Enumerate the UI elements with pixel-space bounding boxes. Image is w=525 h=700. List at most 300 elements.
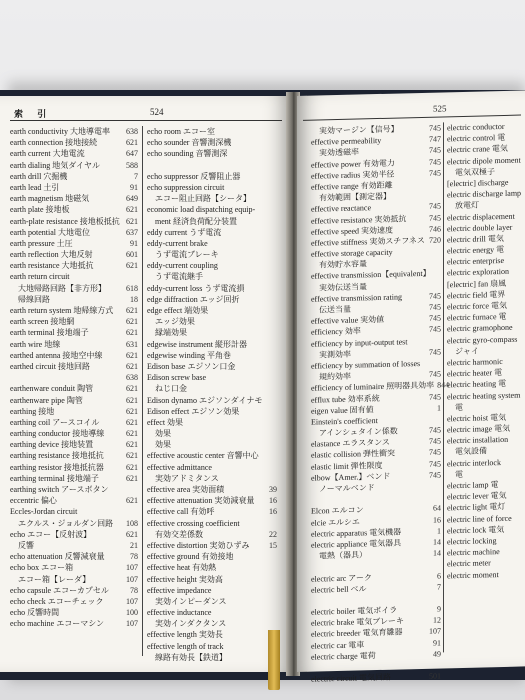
index-entry <box>10 283 138 294</box>
index-entry <box>147 518 277 529</box>
entry-term: 有効交差係数 <box>147 529 203 539</box>
entry-page-ref: 16 <box>269 507 277 517</box>
index-entry <box>147 551 277 562</box>
entry-page-ref <box>274 596 277 607</box>
entry-page-ref: 621 <box>126 216 138 226</box>
entry-term: Edison effect エジソン効果 <box>147 406 240 416</box>
entry-page-ref: 621 <box>126 462 138 472</box>
entry-term: earthed circuit 接地回路 <box>10 361 90 371</box>
index-entry <box>147 283 277 294</box>
entry-term: earth return system 地帰線方式 <box>10 306 114 315</box>
entry-term: アインシュタイン係数 <box>311 426 398 438</box>
entry-term: effective stiffness 実効スチフネス <box>311 235 425 248</box>
entry-page-ref <box>274 271 277 282</box>
entry-term: electric arc アーク <box>311 572 373 584</box>
entry-term: earth lead 土引 <box>10 182 60 192</box>
entry-term: effective crossing coefficient <box>147 518 240 528</box>
entry-term: effective acoustic center 音響中心 <box>147 451 259 461</box>
index-entry <box>10 495 138 506</box>
index-entry <box>147 305 277 316</box>
entry-page-ref: 745 <box>429 313 441 323</box>
column-divider <box>142 126 143 656</box>
entry-term: electric force 電気 <box>447 300 507 312</box>
left-page-number: 524 <box>150 107 164 117</box>
entry-term: ジャイ <box>447 346 479 357</box>
index-entry <box>10 294 138 305</box>
entry-term: effective call 有効呼 <box>147 507 215 517</box>
entry-page-ref: 638 <box>126 127 138 136</box>
entry-term: electric line of force <box>447 513 512 524</box>
entry-page-ref: 745 <box>429 447 441 458</box>
entry-page-ref <box>274 204 277 215</box>
entry-term: 縁端効果 <box>147 328 187 338</box>
entry-term: earthing switch アースボタン <box>10 485 109 494</box>
index-entry <box>147 395 277 406</box>
entry-page-ref: 746 <box>429 224 441 234</box>
entry-page-ref <box>438 357 441 368</box>
entry-term: electric drill 電気 <box>447 233 504 245</box>
right-column-1 <box>311 122 450 685</box>
entry-term: electric car 電車 <box>311 639 365 651</box>
entry-page-ref: 621 <box>126 384 138 394</box>
entry-page-ref: 601 <box>126 250 138 260</box>
index-entry <box>147 227 277 238</box>
entry-term: electric apparatus 電気機器 <box>311 527 402 539</box>
entry-term: 電 <box>447 402 463 413</box>
index-entry <box>147 641 277 652</box>
entry-term: electric harmonic <box>447 356 503 368</box>
entry-page-ref: 747 <box>429 134 441 144</box>
entry-term: [electric] discharge <box>447 177 509 189</box>
index-entry <box>147 596 277 607</box>
index-entry <box>147 148 277 159</box>
entry-term: Edison screw base <box>147 373 207 383</box>
entry-term: エコー箱【レーダ】 <box>10 574 91 584</box>
entry-page-ref <box>274 148 277 159</box>
entry-term: 有効範囲【測定器】 <box>311 191 391 203</box>
entry-page-ref: 745 <box>429 145 441 156</box>
index-entry <box>10 361 138 372</box>
entry-page-ref: 621 <box>126 496 138 506</box>
entry-term: electric appliance 電気器具 <box>311 538 402 550</box>
entry-term: electric double layer <box>447 222 513 234</box>
entry-page-ref: 618 <box>126 283 138 293</box>
entry-page-ref: 6 <box>437 570 441 581</box>
entry-term: edge effect 端効果 <box>147 306 209 315</box>
entry-term: 有効貯水容量 <box>311 259 367 270</box>
left-page-header <box>10 106 282 121</box>
entry-term: エコー阻止回路【シータ】 <box>147 194 251 204</box>
entry-term: eddy-current brake <box>147 238 208 248</box>
entry-term: 大地帰路回路【非方形】 <box>10 283 106 293</box>
entry-term: edgewise instrument 縦形計器 <box>147 339 247 349</box>
entry-term: earth reflection 大地反射 <box>10 250 93 260</box>
entry-page-ref: 621 <box>126 328 138 338</box>
entry-term: effective power 有効電力 <box>311 158 395 170</box>
entry-page-ref: 9 <box>437 604 441 614</box>
index-entry <box>447 154 523 167</box>
entry-term: efflux tube 効率系統 <box>311 393 380 405</box>
entry-page-ref: 844 <box>437 380 450 390</box>
entry-term: 反響 <box>10 540 34 550</box>
entry-term: electric discharge lamp <box>447 188 522 200</box>
header-label: 索 引 <box>14 109 53 119</box>
entry-page-ref: 621 <box>126 429 138 439</box>
entry-page-ref <box>274 574 277 585</box>
entry-page-ref <box>135 271 138 282</box>
entry-page-ref: 14 <box>433 537 441 547</box>
entry-page-ref: 91 <box>130 238 138 248</box>
entry-page-ref: 621 <box>126 395 138 405</box>
entry-page-ref: 21 <box>130 540 138 550</box>
entry-term: elastance エラスタンス <box>311 437 390 449</box>
entry-term: echo エコー【反射波】 <box>10 529 92 539</box>
entry-term: eigen value 固有値 <box>311 404 374 416</box>
entry-page-ref: 745 <box>429 291 441 301</box>
entry-term: 効果 <box>147 440 171 450</box>
entry-page-ref: 7 <box>437 582 441 592</box>
index-entry <box>10 216 138 227</box>
entry-term: electric bell ベル <box>311 583 367 595</box>
index-entry <box>147 439 277 450</box>
index-entry <box>147 417 277 428</box>
entry-term: effective permeability <box>311 136 382 147</box>
entry-page-ref <box>274 182 277 193</box>
entry-term: ment 経済負荷配分装置 <box>147 216 237 226</box>
index-entry <box>147 193 277 204</box>
entry-page-ref <box>274 249 277 260</box>
index-entry <box>10 574 138 585</box>
entry-page-ref: 745 <box>429 123 441 133</box>
entry-page-ref <box>438 480 441 491</box>
index-entry <box>10 193 138 204</box>
entry-term: electric charge 電荷 <box>311 650 376 662</box>
entry-term: echo machine エコーマシン <box>10 619 104 629</box>
index-entry <box>447 333 523 346</box>
index-entry <box>147 216 277 227</box>
entry-page-ref: 745 <box>429 201 441 212</box>
entry-term: economic load dispatching equip- <box>147 205 256 215</box>
entry-term: echo capsule エコーカプセル <box>10 585 109 595</box>
index-entry <box>10 439 138 450</box>
index-entry <box>10 171 138 182</box>
entry-page-ref: 107 <box>126 563 138 573</box>
entry-page-ref <box>438 413 441 424</box>
entry-page-ref <box>274 372 277 383</box>
entry-page-ref: 49 <box>433 649 441 659</box>
entry-page-ref <box>135 484 138 495</box>
entry-term: 放電灯 <box>447 200 479 211</box>
entry-term: earthing resistance 接地抵抗 <box>10 451 104 461</box>
index-entry <box>10 395 138 406</box>
entry-page-ref: 647 <box>126 149 138 159</box>
entry-page-ref <box>274 439 277 450</box>
index-entry <box>147 629 277 640</box>
entry-page-ref: 745 <box>429 425 441 435</box>
entry-term: earth current 大地電流 <box>10 149 85 159</box>
entry-page-ref: 745 <box>429 369 441 379</box>
entry-term: earth return circuit <box>10 272 70 282</box>
entry-page-ref <box>274 160 277 171</box>
index-entry <box>147 372 277 383</box>
entry-term: electric machine <box>447 547 500 558</box>
entry-term: effective transmission rating <box>311 292 402 304</box>
entry-term: electric heater 電 <box>447 368 503 379</box>
entry-term: echo suppression circuit <box>147 182 225 192</box>
entry-page-ref: 621 <box>126 350 138 360</box>
entry-term: ノーマルベンド <box>311 483 375 494</box>
entry-term: 実効アドミタンス <box>147 473 219 483</box>
entry-page-ref <box>274 361 277 372</box>
entry-page-ref <box>438 268 441 279</box>
entry-page-ref <box>274 562 277 573</box>
entry-term: earth dialing 地気ダイヤル <box>10 160 100 170</box>
index-entry <box>10 249 138 260</box>
entry-page-ref: 7 <box>134 171 138 181</box>
index-entry <box>10 271 138 282</box>
entry-term: efficiency 効率 <box>311 326 361 338</box>
entry-term: 効果 <box>147 429 171 439</box>
entry-page-ref: 631 <box>126 339 138 349</box>
entry-term: electric crane 電気 <box>447 144 508 155</box>
entry-page-ref: 12 <box>433 615 441 625</box>
index-entry <box>147 316 277 327</box>
entry-page-ref <box>438 190 441 201</box>
entry-term: earth magnetism 地磁気 <box>10 194 90 204</box>
right-page-header <box>303 101 521 121</box>
entry-page-ref: 745 <box>429 302 441 312</box>
entry-page-ref: 649 <box>126 194 138 204</box>
index-entry <box>10 462 138 473</box>
index-entry <box>147 249 277 260</box>
entry-page-ref <box>274 350 277 361</box>
entry-term: echo check エコーチェック <box>10 596 104 606</box>
entry-page-ref <box>135 506 138 517</box>
entry-page-ref: 78 <box>130 585 138 595</box>
entry-page-ref <box>274 607 277 618</box>
entry-term: effective distortion 実効ひずみ <box>147 540 250 550</box>
entry-term: electric gramophone <box>447 323 513 334</box>
entry-page-ref: 621 <box>126 529 138 539</box>
index-entry <box>147 540 277 551</box>
entry-term: electric dipole moment <box>447 155 521 166</box>
entry-term: electric breeder 電気育雛器 <box>311 627 403 640</box>
entry-term: earthing device 接地装置 <box>10 440 94 450</box>
entry-term: earthenware conduit 陶管 <box>10 384 94 394</box>
index-entry <box>10 473 138 484</box>
entry-page-ref: 16 <box>433 515 441 525</box>
entry-term: 電 <box>447 469 463 480</box>
index-entry <box>147 484 277 495</box>
entry-term: 実効透磁率 <box>311 147 359 159</box>
entry-page-ref: 1 <box>437 403 441 413</box>
entry-term: earth screen 接地網 <box>10 317 75 327</box>
entry-term: 伝送当量 <box>311 304 351 315</box>
entry-term: earthing resistor 接地抵抗器 <box>10 462 104 472</box>
entry-term: 実測効率 <box>311 349 351 360</box>
index-entry <box>10 596 138 607</box>
entry-term: eccentric 偏心 <box>10 496 57 506</box>
entry-term: effect 効果 <box>147 417 184 427</box>
index-entry <box>10 350 138 361</box>
entry-term: earth plate 接地板 <box>10 205 70 215</box>
entry-term: electric hoist 電気 <box>447 412 507 424</box>
entry-page-ref <box>274 305 277 316</box>
index-entry <box>147 294 277 305</box>
entry-page-ref <box>274 383 277 394</box>
entry-term: 実効伝送当量 <box>311 281 367 293</box>
entry-page-ref: 107 <box>126 574 138 584</box>
entry-term: edgewise winding 平角巻 <box>147 350 231 360</box>
entry-term: ねじ口金 <box>147 384 187 394</box>
index-entry <box>147 171 277 182</box>
index-entry <box>147 204 277 215</box>
index-entry <box>147 361 277 372</box>
entry-page-ref: 91 <box>130 182 138 192</box>
index-entry <box>147 574 277 585</box>
entry-term: electric lock 電気 <box>447 524 505 536</box>
right-page <box>297 90 525 684</box>
index-entry <box>147 618 277 629</box>
entry-page-ref <box>274 618 277 629</box>
index-entry <box>10 529 138 540</box>
entry-term: eddy-current coupling <box>147 261 218 271</box>
entry-page-ref: 621 <box>126 317 138 327</box>
entry-page-ref <box>438 659 441 670</box>
entry-page-ref <box>274 518 277 529</box>
index-entry <box>147 529 277 540</box>
entry-page-ref: 14 <box>433 548 441 558</box>
entry-term: effective radius 実効半径 <box>311 169 395 181</box>
entry-term: effective range 有効距離 <box>311 180 393 192</box>
entry-page-ref <box>274 193 277 204</box>
entry-term: earthing coil アースコイル <box>10 417 100 427</box>
entry-page-ref <box>274 406 277 417</box>
entry-page-ref: 637 <box>126 227 138 237</box>
entry-term: efficiency by input-output test <box>311 336 408 349</box>
index-entry <box>147 327 277 338</box>
entry-term: 電気双極子 <box>447 166 495 178</box>
entry-term: electric interlock <box>447 457 501 468</box>
entry-term: electric heating system <box>447 390 521 401</box>
index-entry <box>10 562 138 573</box>
index-entry <box>10 551 138 562</box>
entry-term: [electric] fan 扇風 <box>447 278 507 289</box>
entry-term: echo attenuation 反響減衰量 <box>10 552 105 562</box>
left-page <box>0 96 290 672</box>
index-entry <box>147 495 277 506</box>
entry-page-ref <box>274 126 277 137</box>
index-entry <box>147 652 277 663</box>
entry-page-ref <box>438 492 441 503</box>
entry-term: earth wire 地線 <box>10 339 61 349</box>
entry-page-ref: 638 <box>126 373 138 383</box>
entry-term: earth conductivity 大地導電率 <box>10 127 110 136</box>
index-entry <box>10 406 138 417</box>
entry-term: 規約効率 <box>311 371 351 382</box>
index-entry <box>10 417 138 428</box>
entry-term: echo suppressor 反響阻止器 <box>147 171 241 181</box>
entry-term: electric installation <box>447 435 509 446</box>
entry-page-ref <box>274 417 277 428</box>
entry-page-ref <box>274 260 277 271</box>
index-entry <box>10 227 138 238</box>
entry-term: effective admittance <box>147 462 212 472</box>
index-entry <box>10 518 138 529</box>
entry-page-ref: 745 <box>429 391 441 402</box>
entry-term: electric control 電 <box>447 133 506 144</box>
entry-page-ref <box>438 592 441 603</box>
entry-page-ref <box>438 257 441 268</box>
entry-term: echo sounder 音響測深機 <box>147 138 232 148</box>
left-column-2 <box>147 126 277 663</box>
entry-term: effective transmission【equivalent】 <box>311 269 431 282</box>
entry-page-ref: 621 <box>126 361 138 371</box>
entry-term: electric exploration <box>447 267 509 278</box>
entry-term: earth potential 大地電位 <box>10 227 90 237</box>
entry-page-ref <box>274 462 277 473</box>
entry-term: efficiency by summation of losses <box>311 358 421 371</box>
entry-page-ref: 501 <box>429 671 441 681</box>
index-entry <box>447 512 523 525</box>
entry-term: 線路有効長【鉄道】 <box>147 652 227 662</box>
entry-term: 実効マージン【信号】 <box>311 124 399 136</box>
entry-term: electric field 電界 <box>447 289 506 301</box>
index-entry <box>10 383 138 394</box>
entry-term: earth pressure 土圧 <box>10 238 73 248</box>
entry-term: eddy-current loss うず電流損 <box>147 283 245 293</box>
entry-term: electric gyro-compass <box>447 334 518 345</box>
entry-page-ref: 621 <box>126 451 138 461</box>
entry-term: earth terminal 接地端子 <box>10 328 89 338</box>
index-entry <box>147 450 277 461</box>
entry-term: Elcon エルコン <box>311 505 364 517</box>
entry-term: echo 反響時間 <box>10 608 60 618</box>
index-entry <box>10 372 138 383</box>
index-entry <box>10 160 138 171</box>
index-entry <box>10 327 138 338</box>
entry-page-ref: 22 <box>269 529 277 539</box>
entry-term: effective length 実効長 <box>147 630 223 640</box>
index-entry <box>447 221 523 234</box>
index-entry <box>447 568 523 581</box>
entry-page-ref: 621 <box>126 406 138 416</box>
index-entry <box>147 428 277 439</box>
index-entry <box>147 271 277 282</box>
index-entry <box>10 305 138 316</box>
entry-term: electric lever 電気 <box>447 491 507 502</box>
entry-page-ref: 108 <box>126 518 138 528</box>
entry-page-ref: 621 <box>126 417 138 427</box>
entry-page-ref <box>274 238 277 249</box>
entry-term: effective value 実効値 <box>311 315 385 326</box>
entry-term: eddy current うず電流 <box>147 227 222 237</box>
index-entry <box>10 484 138 495</box>
entry-term: electric lamp 電 <box>447 480 499 491</box>
entry-page-ref: 621 <box>126 205 138 215</box>
entry-page-ref: 78 <box>130 552 138 562</box>
entry-page-ref <box>274 283 277 294</box>
entry-term: electric meter <box>447 558 491 569</box>
entry-page-ref: 621 <box>126 306 138 315</box>
entry-term: elastic collision 弾性衝突 <box>311 449 395 461</box>
entry-term: elcie エルシエ <box>311 517 360 528</box>
index-entry <box>10 148 138 159</box>
entry-term: electric moment <box>447 569 499 580</box>
entry-page-ref: 107 <box>126 619 138 629</box>
entry-page-ref: 745 <box>429 470 441 480</box>
entry-term: Einstein's coefficient <box>311 415 378 427</box>
